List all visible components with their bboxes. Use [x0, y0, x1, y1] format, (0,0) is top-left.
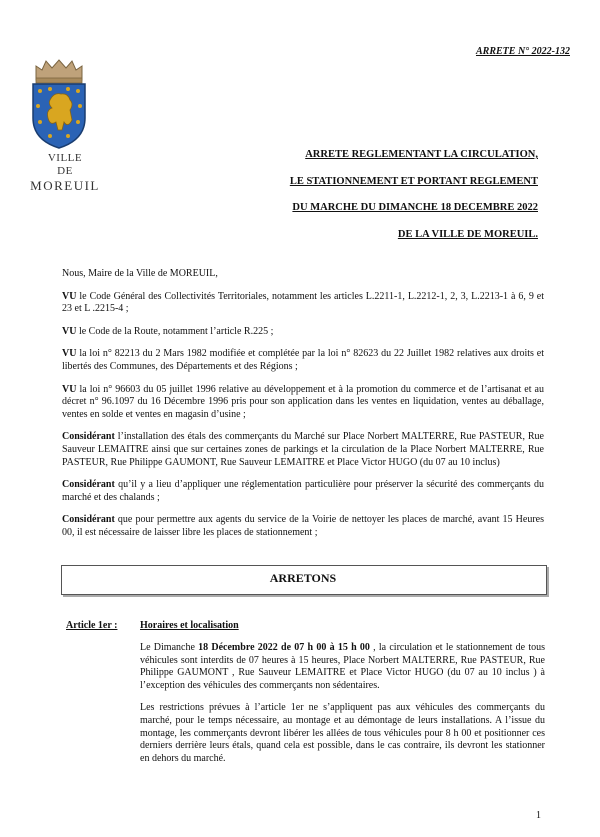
decree-preamble: [62, 268, 544, 550]
decree-title: [290, 148, 538, 254]
article-1-body: [140, 642, 545, 775]
town-crest-icon: [28, 58, 90, 150]
decree-reference: ARRETE N° 2022-132: [475, 46, 570, 57]
preamble-paragraph: VU la loi n° 96603 du 05 juillet 1996 relative au développement et à la promotion du commerce et de l’artisanat et au décret n° 96.1097 du 16 Décembre 1996 pris pour son application dans les ventes en liquidation, ventes au déballage, ventes en solde et ventes en magasin d’usine ;: [62, 383, 544, 420]
title-line: DU MARCHE DU DIMANCHE 18 DECEMBRE 2022: [292, 202, 538, 213]
article-paragraph: Les restrictions prévues à l’article 1er ne s’appliquent pas aux véhicules des commerçants du marché, pour le temps nécessaire, au montage et au démontage de leurs installations. A l’issue du montage, les commerçants devront libérer les allées de tous véhicules pour 8 h 00 et positionner ces derniers derrière leurs étals, quand cela est possible, dans le cas contraire, ils devront les stationner en dehors du marché.: [140, 702, 545, 764]
preamble-paragraph: VU la loi n° 82213 du 2 Mars 1982 modifiée et complétée par la loi n° 82623 du 22 Juillet 1982 relatives aux droits et libertés des Communes, des Départements et des Régions ;: [62, 348, 544, 372]
title-line: DE LA VILLE DE MOREUIL.: [397, 228, 538, 240]
page-number: 1: [536, 810, 541, 821]
town-label-line2: DE: [57, 165, 73, 177]
title-line: ARRETE REGLEMENTANT LA CIRCULATION,: [305, 149, 538, 160]
article-1-label: Article 1er :: [66, 620, 118, 631]
preamble-paragraph: VU le Code de la Route, notamment l’article R.225 ;: [62, 325, 274, 337]
town-label-line1: VILLE: [47, 152, 83, 164]
preamble-paragraph: Considérant l’installation des étals des commerçants du Marché sur Place Norbert MALTERRE, Rue PASTEUR, Rue Sauveur LEMAITRE ainsi que sur certaines zones de parkings et la circulation de la Place Norbert MALTERRE, Rue PASTEUR, Rue Philippe GAUMONT, Rue Sauveur LEMAITRE et Place Victor HUGO (du 07 au 10 inclus): [62, 431, 544, 468]
preamble-paragraph: VU le Code Général des Collectivités Territoriales, notamment les articles L.2211-1, L.2212-1, 2, 3, L.2213-1 à 6, 9 et 23 et L .2215-4 ;: [62, 290, 544, 315]
title-line: LE STATIONNEMENT ET PORTANT REGLEMENT: [289, 175, 538, 187]
article-1-heading: Horaires et localisation: [140, 620, 239, 631]
intro-paragraph: Nous, Maire de la Ville de MOREUIL,: [62, 268, 218, 279]
arretons-heading: ARRETONS: [269, 571, 337, 585]
preamble-paragraph: Considérant que pour permettre aux agents du service de la Voirie de nettoyer les places de marché, avant 15 Heures 00, il est nécessaire de laisser libre les places de stationnement ;: [62, 514, 544, 538]
preamble-paragraph: Considérant qu’il y a lieu d’appliquer une réglementation particulière pour préserver la sécurité des commerçants du marché et des chalands ;: [62, 479, 544, 503]
town-label-line3: MOREUIL: [30, 178, 100, 193]
article-paragraph: Le Dimanche 18 Décembre 2022 de 07 h 00 à 15 h 00 , la circulation et le stationnement de tous véhicules sont interdits de 07 heures à 15 heures, Place Norbert MALTERRE, Rue PASTEUR, Rue Philippe GAUMONT , Rue Sauveur LEMAITRE et Place Victor HUGO (du 07 au 10 inclus ) à l’exception des véhicules des commerçants non sédentaires.: [140, 642, 546, 691]
